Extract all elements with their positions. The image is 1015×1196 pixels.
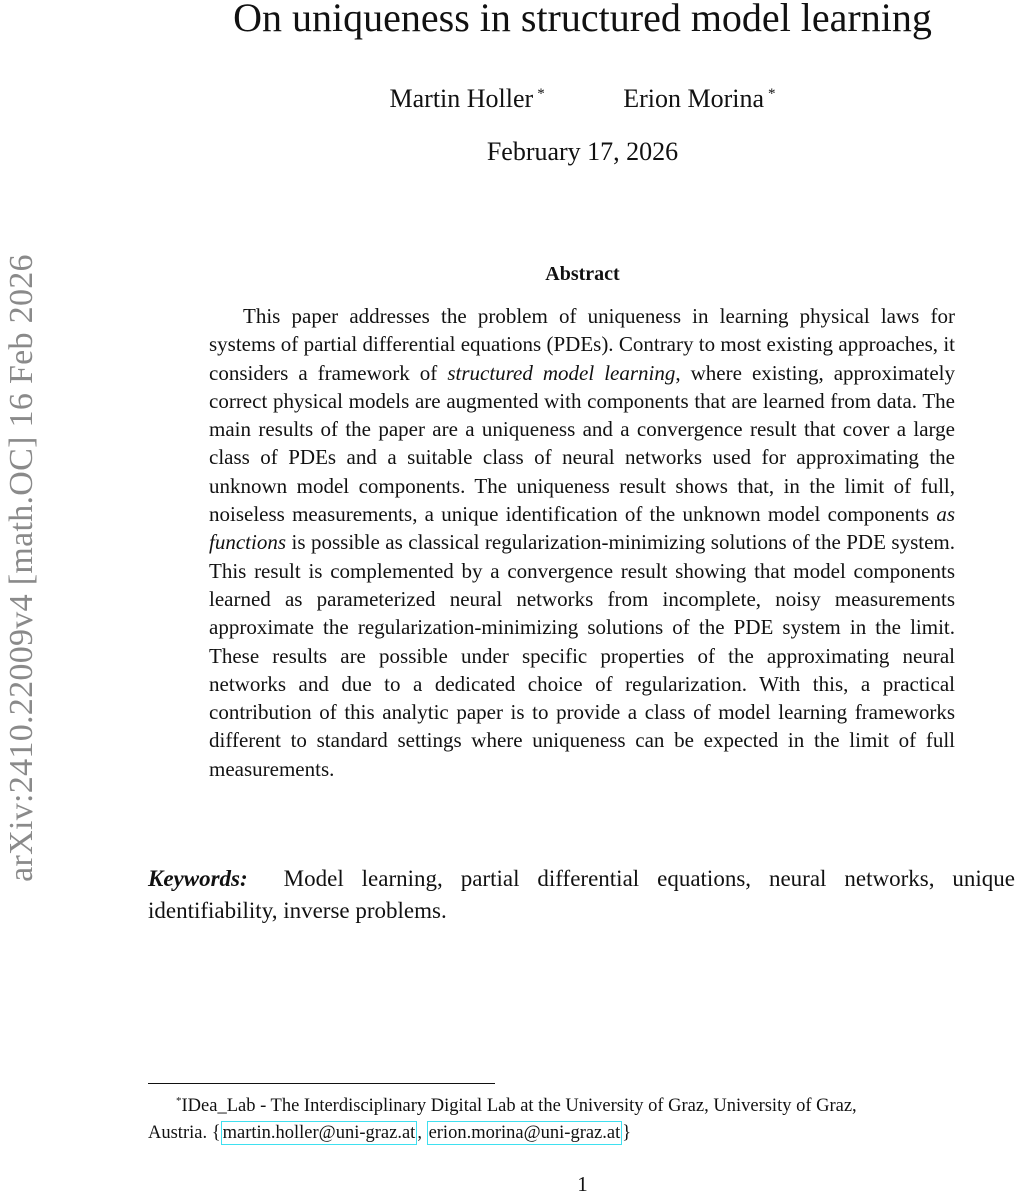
author-2-name: Erion Morina	[623, 84, 764, 113]
abstract-emphasis-2: as functions	[209, 502, 955, 555]
page-number: 1	[577, 1172, 588, 1196]
abstract-heading: Abstract	[545, 263, 620, 285]
email-link-holler[interactable]: martin.holler@uni-graz.at	[222, 1123, 416, 1143]
abstract-emphasis-1: structured model learning	[447, 360, 676, 385]
paper-date: February 17, 2026	[486, 137, 679, 166]
arxiv-id-label: arXiv:2410.22009v4 [math.OC] 16 Feb 2026	[3, 254, 40, 882]
paper-title: On uniqueness in structured model learning	[233, 0, 932, 40]
footnote-divider	[148, 1083, 495, 1084]
abstract-text-3: is possible as classical regularization-minimizing solutions of the PDE system. This result is complemented by a convergence result showing that model components learned as parameterized neural networks from incomplete, noisy measurements approximate the regularization-minimizing solutions of the PDE system in the limit. These results are possible under specific properties of the approximating neural networks and due to a dedicated choice of regularization. With this, a practical contribution of this analytic paper is to provide a class of model learning frameworks different to standard settings where uniqueness can be expected in the limit of full measurements.	[209, 530, 955, 781]
abstract-text-2: , where existing, approximately correct physical models are augmented with components that are learned from data. The main results of the paper are a uniqueness and a convergence result that cover a large class of PDEs and a suitable class of neural networks used for approximating the unknown model components. The uniqueness result shows that, in the limit of full, noiseless measurements, a unique identification of the unknown model components	[209, 360, 956, 527]
keywords-label: Keywords:	[148, 866, 248, 891]
footnote-affiliation: IDea_Lab - The Interdisciplinary Digital Lab at the University of Graz, University of Graz,	[181, 1096, 857, 1116]
keywords-text: Model learning, partial differential equations, neural networks, unique identifiability, inverse problems.	[148, 866, 1015, 923]
footnote-line-2	[148, 1123, 631, 1143]
footnote-prefix: Austria. {	[148, 1123, 221, 1143]
email-link-morina[interactable]: erion.morina@uni-graz.at	[428, 1123, 621, 1143]
footnote-suffix: }	[622, 1123, 632, 1143]
footnote-mark: *	[176, 1095, 182, 1107]
author-2	[623, 78, 775, 115]
affiliation-footnote	[148, 1088, 1015, 1147]
email-separator: ,	[417, 1123, 427, 1143]
author-1-name: Martin Holler	[389, 84, 534, 113]
author-1-footnote-mark: *	[537, 86, 545, 102]
footnote-line-1	[148, 1088, 1015, 1120]
keywords-section	[148, 863, 1015, 927]
author-list	[150, 78, 1015, 115]
abstract-text-1: This paper addresses the problem of uniqueness in learning physical laws for systems of partial differential equations (PDEs). Contrary to most existing approaches, it considers a framework of	[209, 304, 955, 385]
author-2-footnote-mark: *	[768, 86, 776, 102]
author-1	[390, 78, 545, 115]
abstract-body	[209, 302, 955, 783]
